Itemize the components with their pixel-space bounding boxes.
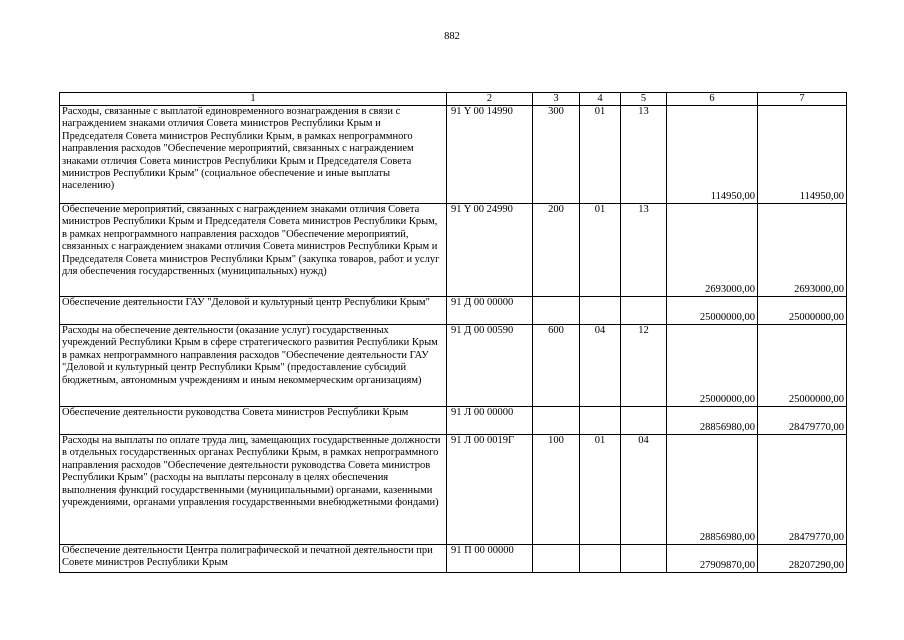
row-value-6: 27909870,00 — [667, 545, 758, 573]
row-col3 — [533, 407, 580, 435]
row-col4: 01 — [580, 204, 621, 297]
row-col3: 200 — [533, 204, 580, 297]
row-value-6: 28856980,00 — [667, 435, 758, 545]
row-value-6: 25000000,00 — [667, 297, 758, 325]
row-value-7: 25000000,00 — [758, 325, 847, 407]
header-cell: 5 — [621, 93, 667, 106]
header-cell: 3 — [533, 93, 580, 106]
header-cell: 4 — [580, 93, 621, 106]
row-col5 — [621, 407, 667, 435]
row-col5: 04 — [621, 435, 667, 545]
row-value-6: 25000000,00 — [667, 325, 758, 407]
row-description: Расходы на выплаты по оплате труда лиц, замещающих государственные должности в отдельных государственных органах Республики Крым, в рамках непрограммного направления расходов "Обеспечение деятельности руководства Совета министров Республики Крым" (расходы на выплаты персоналу в целях обеспечения выполнения функций государственными (муниципальными) органами, казенными учреждениями, органами управления государственными внебюджетными фондами) — [60, 435, 447, 545]
row-col4 — [580, 297, 621, 325]
table-row — [60, 325, 847, 407]
table-row — [60, 204, 847, 297]
budget-table — [59, 92, 847, 573]
row-code: 91 Д 00 00000 — [447, 297, 533, 325]
row-code: 91 Л 00 00000 — [447, 407, 533, 435]
row-col4 — [580, 407, 621, 435]
row-col5 — [621, 545, 667, 573]
row-code: 91 Y 00 24990 — [447, 204, 533, 297]
row-col3 — [533, 297, 580, 325]
row-code: 91 П 00 00000 — [447, 545, 533, 573]
row-value-6: 114950,00 — [667, 106, 758, 204]
table-row — [60, 297, 847, 325]
row-value-6: 28856980,00 — [667, 407, 758, 435]
row-value-7: 2693000,00 — [758, 204, 847, 297]
row-description: Обеспечение деятельности Центра полиграфической и печатной деятельности при Совете министров Республики Крым — [60, 545, 447, 573]
page-number: 882 — [444, 31, 460, 42]
row-value-6: 2693000,00 — [667, 204, 758, 297]
row-col4 — [580, 545, 621, 573]
row-value-7: 28479770,00 — [758, 435, 847, 545]
row-col3: 100 — [533, 435, 580, 545]
row-code: 91 Д 00 00590 — [447, 325, 533, 407]
row-col5: 13 — [621, 106, 667, 204]
row-value-7: 114950,00 — [758, 106, 847, 204]
row-col4: 04 — [580, 325, 621, 407]
row-description: Расходы, связанные с выплатой единовременного вознаграждения в связи с награждением знаками отличия Совета министров Республики Крым и Председателя Совета министров Республики Крым, в рамках непрограммного направления расходов "Обеспечение мероприятий, связанных с награждением знаками отличия Совета министров Республики Крым и Председателя Совета министров Республики Крым" (социальное обеспечение и иные выплаты населению) — [60, 106, 447, 204]
row-col5: 12 — [621, 325, 667, 407]
table-row — [60, 106, 847, 204]
row-col5 — [621, 297, 667, 325]
table-row — [60, 407, 847, 435]
row-code: 91 Y 00 14990 — [447, 106, 533, 204]
row-col3: 300 — [533, 106, 580, 204]
header-cell: 6 — [667, 93, 758, 106]
row-col5: 13 — [621, 204, 667, 297]
row-value-7: 28207290,00 — [758, 545, 847, 573]
header-cell: 7 — [758, 93, 847, 106]
row-value-7: 28479770,00 — [758, 407, 847, 435]
row-description: Обеспечение деятельности руководства Совета министров Республики Крым — [60, 407, 447, 435]
table-row — [60, 545, 847, 573]
row-description: Расходы на обеспечение деятельности (оказание услуг) государственных учреждений Республики Крым в сфере стратегического развития Республики Крым в рамках непрограммного направления расходов "Обеспечение деятельности ГАУ "Деловой и культурный центр Республики Крым" (предоставление субсидий бюджетным, автономным учреждениям и иным некоммерческим организациям) — [60, 325, 447, 407]
row-code: 91 Л 00 0019Г — [447, 435, 533, 545]
row-value-7: 25000000,00 — [758, 297, 847, 325]
row-col3: 600 — [533, 325, 580, 407]
table-header-row — [60, 93, 847, 106]
row-col3 — [533, 545, 580, 573]
row-col4: 01 — [580, 435, 621, 545]
header-cell: 2 — [447, 93, 533, 106]
row-description: Обеспечение мероприятий, связанных с награждением знаками отличия Совета министров Республики Крым и Председателя Совета министров Республики Крым, в рамках непрограммного направления расходов "Обеспечение мероприятий, связанных с награждением знаками отличия Совета министров Республики Крым и Председателя Совета министров Республики Крым" (закупка товаров, работ и услуг для обеспечения государственных (муниципальных) нужд) — [60, 204, 447, 297]
header-cell: 1 — [60, 93, 447, 106]
row-col4: 01 — [580, 106, 621, 204]
row-description: Обеспечение деятельности ГАУ "Деловой и культурный центр Республики Крым" — [60, 297, 447, 325]
table-row — [60, 435, 847, 545]
